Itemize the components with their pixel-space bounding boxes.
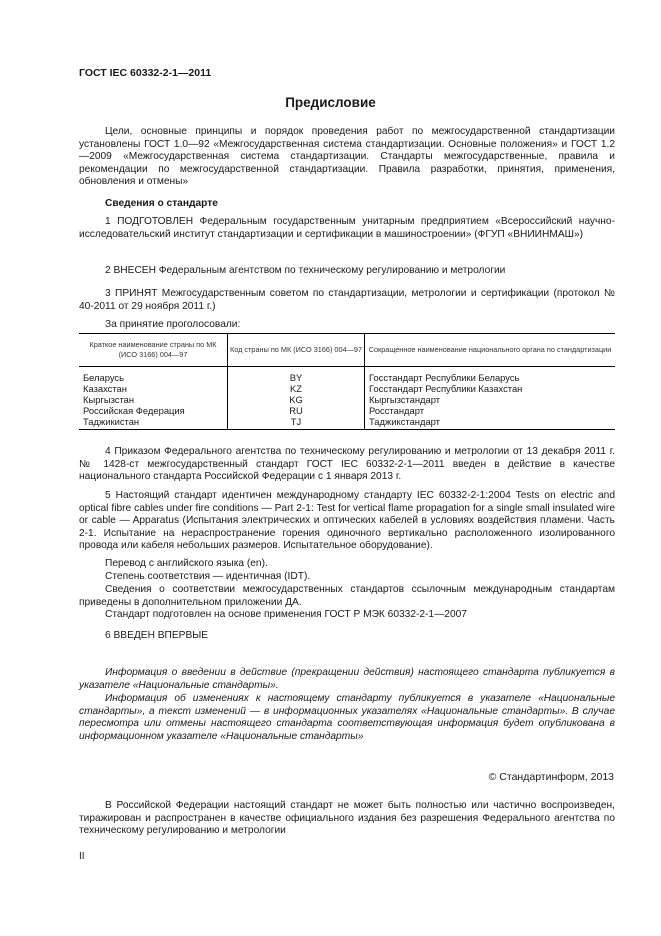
item-6: 6 ВВЕДЕН ВПЕРВЫЕ bbox=[105, 630, 209, 641]
table-cell-code: KZ bbox=[228, 383, 365, 394]
table-cell-country: Кыргызстан bbox=[83, 394, 135, 405]
item-5-references: Сведения о соответствии межгосударственных стандартов ссылочным международным стандартам приведены в дополнительном приложении ДА. bbox=[79, 584, 615, 608]
info-paragraph-2: Информация об изменениях к настоящему стандарту публикуется в указателе «Национальные стандарты», а текст изменений — в информационных указателях «Национальные стандарты». В случае пересмотра или отмены настоящего стандарта соответствующая информация будет опубликована в информационном указателе «Национальные стандарты» bbox=[79, 693, 615, 742]
voting-table bbox=[79, 333, 615, 430]
page-number: II bbox=[79, 851, 85, 862]
table-cell-country: Российская Федерация bbox=[83, 405, 185, 416]
item-1: 1 ПОДГОТОВЛЕН Федеральным государственным унитарным предприятием «Всероссийский научно-исследовательский институт стандартизации и сертификации в машиностроении» (ФГУП «ВНИИНМАШ») bbox=[79, 216, 615, 240]
restriction-paragraph: В Российской Федерации настоящий стандарт не может быть полностью или частично воспроизведен, тиражирован и распространен в качестве официального издания без разрешения Федерального агентства по техническому регулированию и метрологии bbox=[79, 800, 615, 837]
table-row bbox=[79, 383, 615, 394]
table-row bbox=[79, 405, 615, 416]
table-cell-country: Казахстан bbox=[83, 383, 127, 394]
intro-paragraph: Цели, основные принципы и порядок проведения работ по межгосударственной стандартизации установлены ГОСТ 1.0—92 «Межгосударственная система стандартизации. Основные положения» и ГОСТ 1.2—2009 «Межгосударственная система стандартизации. Стандарты межгосударственные, правила и рекомендации по межгосударственной стандартизации. Правила разработки, принятия, применения, обновления и отмены» bbox=[79, 126, 615, 188]
table-cell-body: Таджикстандарт bbox=[365, 416, 616, 430]
item-5-basis: Стандарт подготовлен на основе применения ГОСТ Р МЭК 60332-2-1—2007 bbox=[105, 609, 467, 620]
table-cell-body: Госстандарт Республики Казахстан bbox=[365, 383, 616, 394]
table-cell-country: Таджикистан bbox=[79, 416, 228, 430]
table-cell-body: Кыргызстандарт bbox=[365, 394, 616, 405]
table-cell-code: TJ bbox=[228, 416, 365, 430]
item-5: 5 Настоящий стандарт идентичен международному стандарту IEC 60332-2-1:2004 Tests on electric and optical fibre cables under fire conditions — Part 2-1: Test for vertical flame propagation for a single small insulated wire or cable — Apparatus (Испытания электрических и оптических кабелей в условиях воздействия пламени. Часть 2-1. Испытание на нераспространение горения одиночного вертикально расположенного изолированного провода или кабеля небольших размеров. Испытательное оборудование). bbox=[79, 490, 615, 552]
item-4: 4 Приказом Федерального агентства по техническому регулированию и метрологии от 13 декабря 2011 г. № 1428-ст межгосударственный стандарт ГОСТ IEC 60332-2-1—2011 введен в действие в качестве национального стандарта Российской Федерации с 1 января 2013 г. bbox=[79, 446, 615, 483]
table-cell-code: BY bbox=[228, 367, 365, 384]
copyright: © Стандартинформ, 2013 bbox=[488, 771, 614, 783]
item-5-degree: Степень соответствия — идентичная (IDT). bbox=[105, 571, 311, 582]
table-row bbox=[79, 416, 615, 430]
item-5-language: Перевод с английского языка (en). bbox=[105, 558, 268, 569]
section-title: Сведения о стандарте bbox=[105, 198, 218, 209]
document-header: ГОСТ IEC 60332-2-1—2011 bbox=[79, 67, 212, 79]
vote-intro: За принятие проголосовали: bbox=[105, 319, 241, 330]
table-header-country: Краткое наименование страны по МК (ИСО 3166) 004—97 bbox=[79, 334, 228, 367]
table-header-body: Сокращенное наименование национального органа по стандартизации bbox=[365, 334, 616, 367]
table-header-row bbox=[79, 334, 615, 367]
info-paragraph-1: Информация о введении в действие (прекращении действия) настоящего стандарта публикуется в указателе «Национальные стандарты». bbox=[79, 667, 615, 691]
table-header-code: Код страны по МК (ИСО 3166) 004—97 bbox=[228, 334, 365, 367]
table-cell-code: KG bbox=[228, 394, 365, 405]
table-cell-body: Госстандарт Республики Беларусь bbox=[365, 367, 616, 384]
item-3: 3 ПРИНЯТ Межгосударственным советом по стандартизации, метрологии и сертификации (протокол № 40-2011 от 29 ноября 2011 г.) bbox=[79, 288, 615, 312]
table-cell-code: RU bbox=[228, 405, 365, 416]
page-title: Предисловие bbox=[285, 95, 376, 110]
item-2: 2 ВНЕСЕН Федеральным агентством по техническому регулированию и метрологии bbox=[105, 265, 506, 276]
table-row bbox=[79, 394, 615, 405]
table-cell-body: Росстандарт bbox=[365, 405, 616, 416]
table-cell-country: Беларусь bbox=[83, 372, 125, 383]
table-row bbox=[79, 367, 615, 384]
